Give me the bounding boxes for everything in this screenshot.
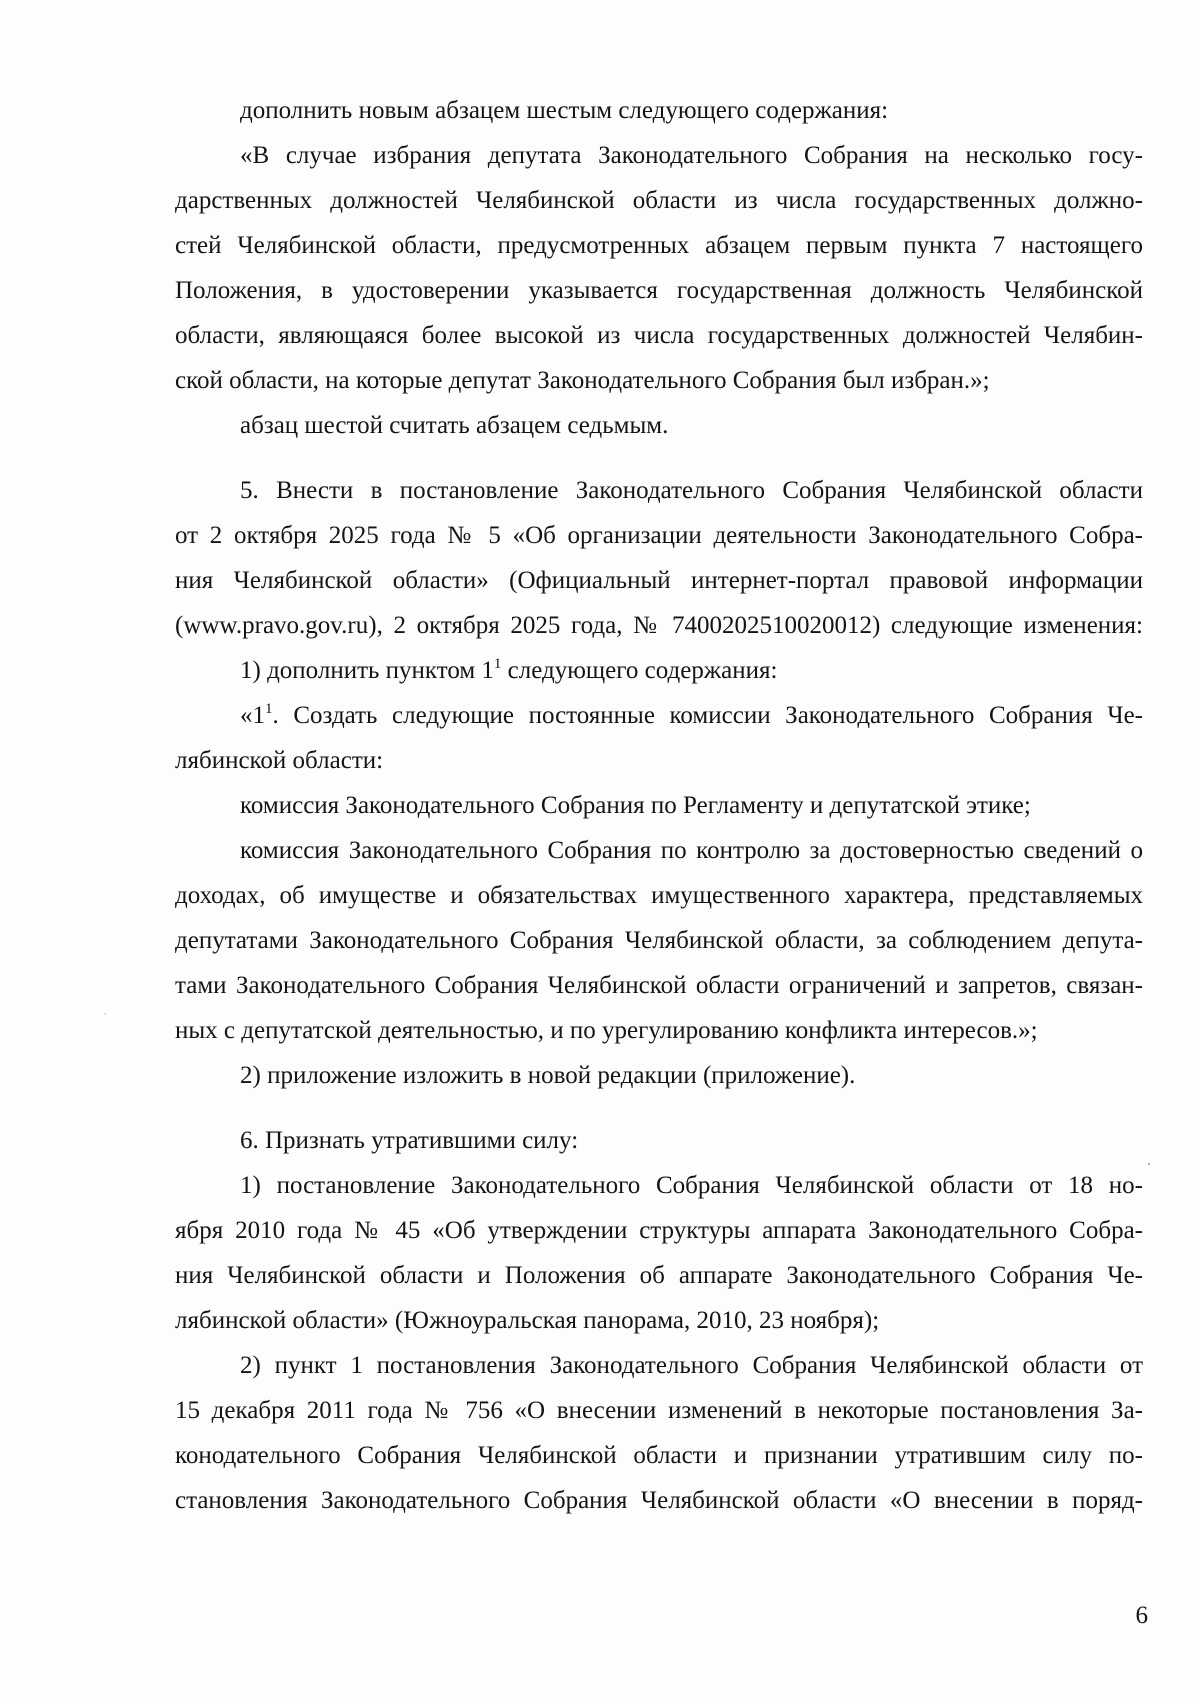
text-line: 1) постановление Законодательного Собрания Челябинской области от 18 но- <box>240 1172 1143 1199</box>
text-line: 15 декабря 2011 года № 756 «О внесении изменений в некоторые постановления За- <box>175 1397 1143 1424</box>
text-line: комиссия Законодательного Собрания по Регламенту и депутатской этике; <box>240 792 1031 819</box>
text-fragment: «1 <box>240 702 265 729</box>
text-line: 6. Признать утратившими силу: <box>240 1127 579 1154</box>
text-line: лябинской области» (Южноуральская панорама, 2010, 23 ноября); <box>175 1307 880 1334</box>
text-line: ния Челябинской области и Положения об аппарате Законодательного Собрания Че- <box>175 1262 1143 1289</box>
text-line: Положения, в удостоверении указывается государственная должность Челябинской <box>175 277 1143 304</box>
text-line: дарственных должностей Челябинской области из числа государственных должно- <box>175 187 1143 214</box>
text-line: абзац шестой считать абзацем седьмым. <box>240 412 669 439</box>
text-line: лябинской области: <box>175 747 384 774</box>
text-line: стей Челябинской области, предусмотренных абзацем первым пункта 7 настоящего <box>175 232 1143 259</box>
text-line <box>175 693 1143 738</box>
text-line: ской области, на которые депутат Законодательного Собрания был избран.»; <box>175 367 990 394</box>
text-line: становления Законодательного Собрания Челябинской области «О внесении в поряд- <box>175 1487 1143 1514</box>
text-line: 2) пункт 1 постановления Законодательного Собрания Челябинской области от <box>240 1352 1143 1379</box>
paragraph-gap <box>175 448 1143 468</box>
text-line: тами Законодательного Собрания Челябинской области ограничений и запретов, связан- <box>175 972 1143 999</box>
text-fragment: 1) дополнить пунктом 1 <box>240 657 494 684</box>
text-line: ния Челябинской области» (Официальный интернет-портал правовой информации <box>175 567 1143 594</box>
superscript-index: 1 <box>493 656 502 672</box>
paragraph-gap <box>175 1098 1143 1118</box>
text-line: ября 2010 года № 45 «Об утверждении структуры аппарата Законодательного Собра- <box>175 1217 1143 1244</box>
text-line: комиссия Законодательного Собрания по контролю за достоверностью сведений о <box>240 837 1143 864</box>
text-line <box>175 648 1143 693</box>
text-fragment: следующего содержания: <box>501 657 778 684</box>
text-line: доходах, об имуществе и обязательствах имущественного характера, представляемых <box>175 882 1143 909</box>
text-line: конодательного Собрания Челябинской области и признании утратившим силу по- <box>175 1442 1143 1469</box>
text-fragment: . Создать следующие постоянные комиссии Законодательного Собрания Че- <box>272 702 1143 729</box>
text-line: депутатами Законодательного Собрания Челябинской области, за соблюдением депута- <box>175 927 1143 954</box>
text-line: (www.pravo.gov.ru), 2 октября 2025 года, № 7400202510020012) следующие изменения: <box>175 612 1143 639</box>
text-line: 5. Внести в постановление Законодательного Собрания Челябинской области <box>240 477 1143 504</box>
text-line: области, являющаяся более высокой из числа государственных должностей Челябин- <box>175 322 1143 349</box>
document-body <box>175 88 1143 1523</box>
text-line: дополнить новым абзацем шестым следующего содержания: <box>240 97 889 124</box>
text-line: «В случае избрания депутата Законодательного Собрания на несколько госу- <box>240 142 1143 169</box>
text-line: 2) приложение изложить в новой редакции (приложение). <box>240 1062 856 1089</box>
scan-speck <box>104 1013 106 1015</box>
page-number: 6 <box>1135 1602 1148 1629</box>
text-line: от 2 октября 2025 года № 5 «Об организации деятельности Законодательного Собра- <box>175 522 1143 549</box>
superscript-index: 1 <box>265 701 273 717</box>
scan-speck <box>1148 1163 1150 1165</box>
text-line: ных с депутатской деятельностью, и по урегулированию конфликта интересов.»; <box>175 1017 1038 1044</box>
